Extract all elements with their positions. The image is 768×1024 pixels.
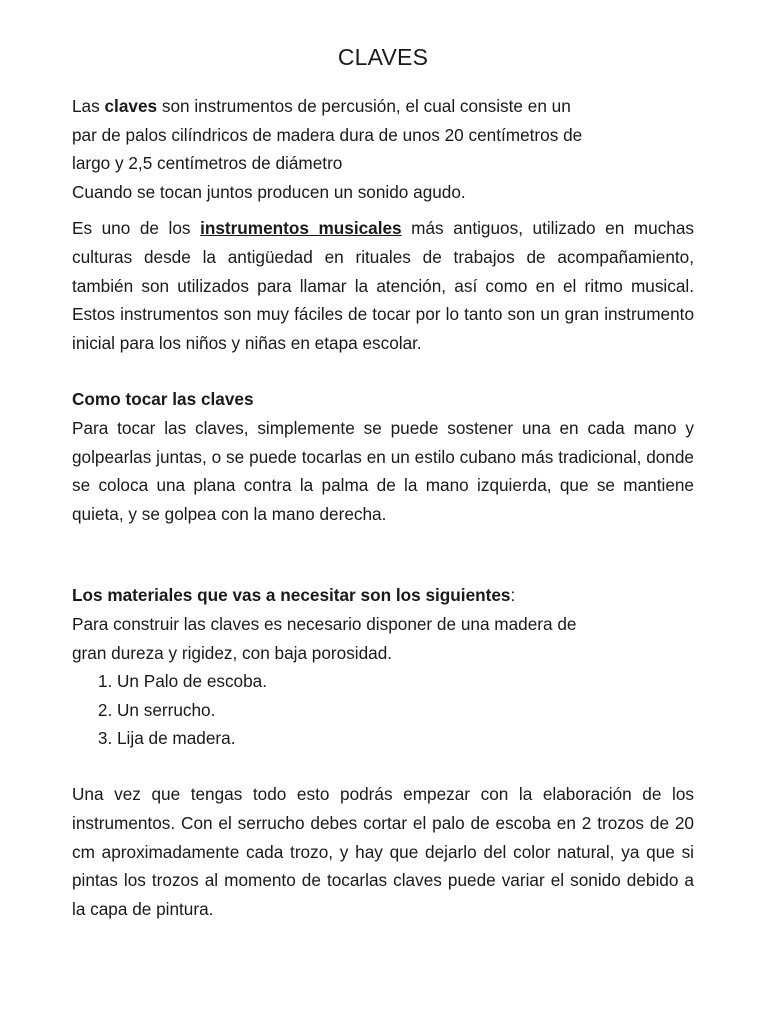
- history-paragraph: [72, 214, 694, 357]
- materials-list: [72, 667, 694, 752]
- intro-line-1-rest: son instrumentos de percusión, el cual consiste en un: [157, 96, 571, 116]
- intro-line-1: [72, 96, 571, 116]
- howto-heading: Como tocar las claves: [72, 389, 254, 410]
- materials-intro: [72, 610, 694, 667]
- intro-bold-term: claves: [104, 96, 158, 116]
- materials-heading-text: Los materiales que vas a necesitar son los siguientes: [72, 585, 511, 606]
- intro-prefix: Las: [72, 96, 105, 116]
- list-item: 2. Un serrucho.: [117, 696, 694, 724]
- intro-paragraph: [72, 92, 694, 206]
- intro-line-2: par de palos cilíndricos de madera dura de unos 20 centímetros de: [72, 124, 583, 145]
- intro-line-4: Cuando se tocan juntos producen un sonido agudo.: [72, 181, 466, 202]
- history-rest: más antiguos, utilizado en muchas culturas desde la antigüedad en rituales de trabajos de acompañamiento, también son utilizados para llamar la atención, así como en el ritmo musical. Estos instrumentos son muy fáciles de tocar por lo tanto son un gran instrumento inicial para los niños y niñas en etapa escolar.: [72, 218, 694, 353]
- document-page: [72, 40, 694, 923]
- history-prefix: Es uno de los: [72, 218, 201, 239]
- intro-line-3: largo y 2,5 centímetros de diámetro: [72, 153, 343, 174]
- document-title: CLAVES: [337, 44, 429, 70]
- list-item: 1. Un Palo de escoba.: [117, 667, 694, 695]
- materials-line-1: Para construir las claves es necesario disponer de una madera de: [72, 613, 577, 634]
- materials-line-2: gran dureza y rigidez, con baja porosidad.: [72, 642, 393, 663]
- materials-heading: [72, 581, 694, 610]
- list-item: 3. Lija de madera.: [117, 724, 694, 752]
- instrumentos-musicales-link[interactable]: instrumentos musicales: [200, 218, 402, 239]
- materials-heading-colon: :: [510, 585, 516, 606]
- howto-paragraph: Para tocar las claves, simplemente se puede sostener una en cada mano y golpearlas juntas, o se puede tocarlas en un estilo cubano más tradicional, donde se coloca una plana contra la palma de la mano izquierda, que se mantiene quieta, y se golpea con la mano derecha.: [72, 417, 694, 524]
- closing-paragraph: Una vez que tengas todo esto podrás empezar con la elaboración de los instrumentos. Con el serrucho debes cortar el palo de escoba en 2 trozos de 20 cm aproximadamente cada trozo, y hay que dejarlo del color natural, ya que si pintas los trozos al momento de tocarlas claves puede variar el sonido debido a la capa de pintura.: [72, 784, 694, 919]
